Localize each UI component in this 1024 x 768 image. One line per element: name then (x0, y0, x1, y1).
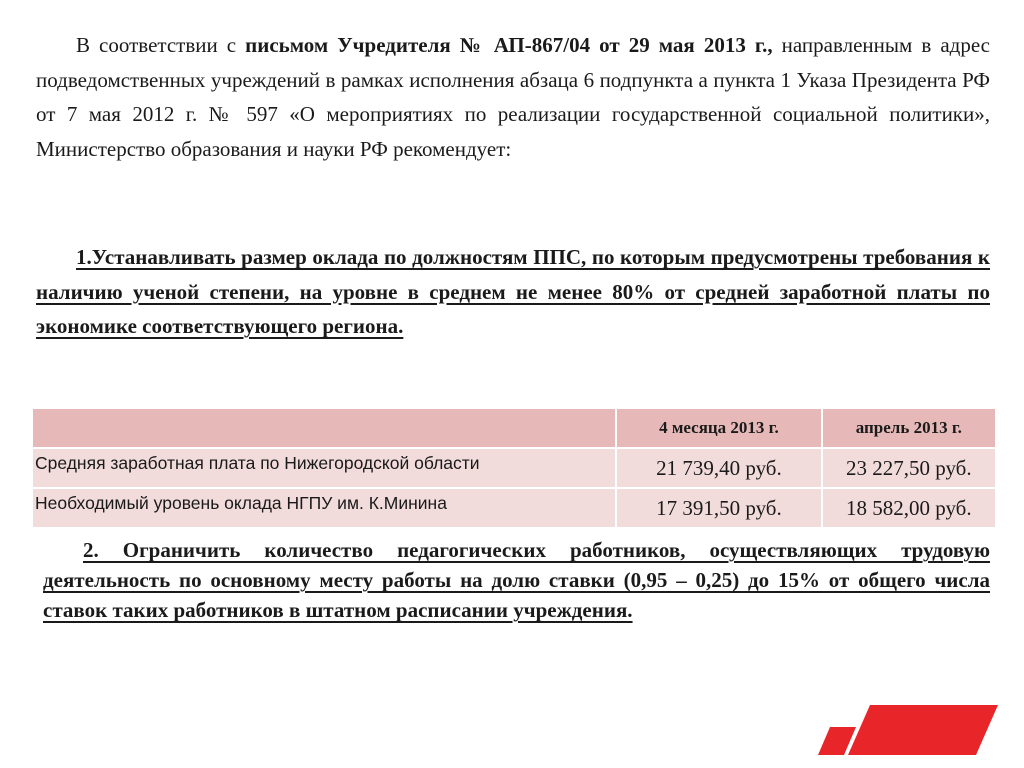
table-header-row (32, 408, 996, 448)
red-stripe-decoration (818, 705, 998, 755)
table-header-label (32, 408, 616, 448)
intro-letter-reference: письмом Учредителя № АП-867/04 от 29 мая 2013 г., (245, 33, 773, 57)
point-1-recommendation (36, 240, 990, 344)
row-label-required-salary: Необходимый уровень оклада НГПУ им. К.Минина (32, 488, 616, 528)
table-header-april: апрель 2013 г. (822, 408, 996, 448)
point-2-text: 2. Ограничить количество педагогических работников, осуществляющих трудовую деятельность по основному месту работы на долю ставки (0,95 – 0,25) до 15% от общего числа ставок таких работников в штатном расписании учреждения. (43, 538, 990, 622)
salary-table (31, 407, 997, 529)
row-label-average-salary: Средняя заработная плата по Нижегородской области (32, 448, 616, 488)
point-2-recommendation (43, 535, 990, 625)
intro-lead: В соответствии с (76, 33, 246, 57)
cell-required-salary-april: 18 582,00 руб. (822, 488, 996, 528)
table-row (32, 448, 996, 488)
cell-required-salary-4-months: 17 391,50 руб. (616, 488, 821, 528)
intro-rest: направленным в адрес подведомственных учреждений в рамках исполнения абзаца 6 подпункта а пункта 1 Указа Президента РФ от 7 мая 2012 г. № 597 «О мероприятиях по реализации государственной социальной политики», Министерство образования и науки РФ рекомендует: (36, 33, 990, 161)
table-header-4-months: 4 месяца 2013 г. (616, 408, 821, 448)
table-row (32, 488, 996, 528)
intro-paragraph (36, 28, 990, 166)
cell-average-salary-april: 23 227,50 руб. (822, 448, 996, 488)
cell-average-salary-4-months: 21 739,40 руб. (616, 448, 821, 488)
point-1-text: 1.Устанавливать размер оклада по должностям ППС, по которым предусмотрены требования к наличию ученой степени, на уровне в среднем не менее 80% от средней заработной платы по экономике соответствующего региона. (36, 245, 990, 338)
red-stripe-long (848, 705, 998, 755)
